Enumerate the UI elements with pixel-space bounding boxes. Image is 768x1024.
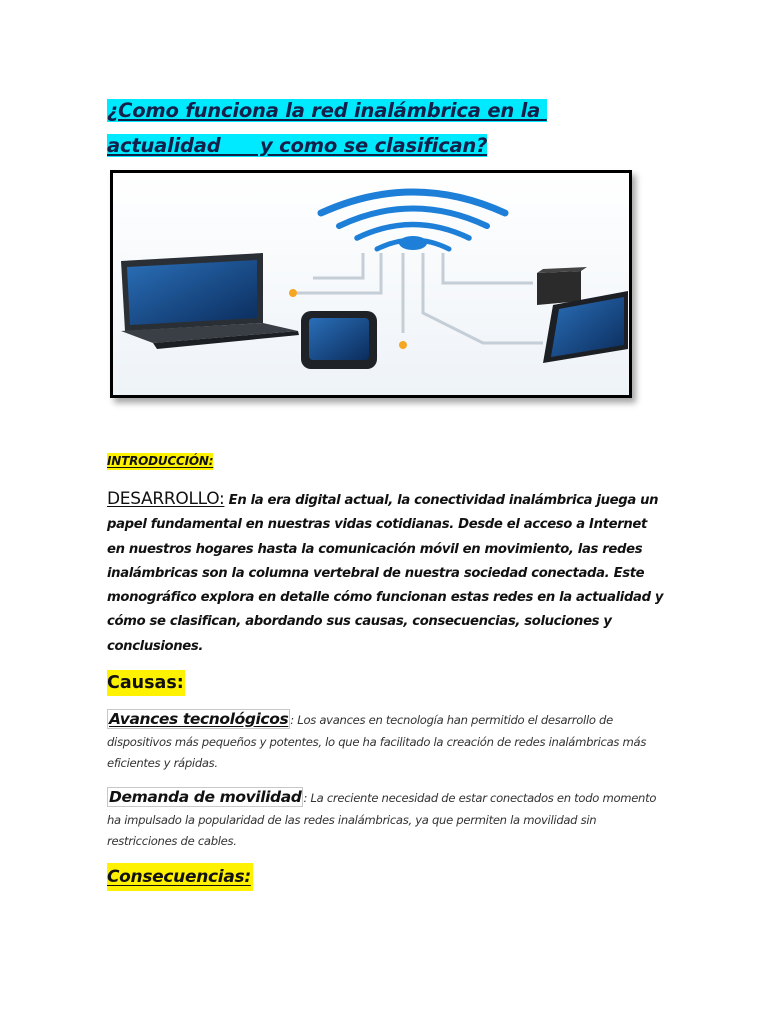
causa-term: Avances tecnológicos	[109, 710, 289, 728]
causa-term: Demanda de movilidad	[109, 788, 302, 806]
title-line-1: ¿Como funciona la red inalámbrica en la	[107, 99, 547, 122]
page-title	[107, 93, 577, 163]
desarrollo-label: DESARROLLO:	[107, 489, 225, 509]
smartphone-icon	[301, 311, 377, 369]
router-icon	[537, 267, 587, 305]
wifi-network-illustration	[110, 170, 632, 398]
title-line-2: actualidad y como se clasifican?	[107, 134, 488, 157]
causa-text: : La creciente necesidad de estar conectados en todo momento ha impulsado la popularidad de las redes inalámbricas, ya que permiten la movilidad sin restricciones de cables.	[107, 791, 657, 849]
consecuencias-heading: Consecuencias:	[107, 863, 253, 891]
title-line-1-wrap	[107, 99, 547, 122]
causa-item	[107, 787, 667, 853]
intro-heading: INTRODUCCIÓN:	[107, 454, 214, 468]
desarrollo-text: En la era digital actual, la conectividad inalámbrica juega un papel fundamental en nuestras vidas cotidianas. Desde el acceso a Internet en nuestros hogares hasta la comunicación móvil en movimiento, las redes inalámbricas son la columna vertebral de nuestra sociedad conectada. Este monográfico explora en detalle cómo funcionan estas redes en la actualidad y cómo se clasifican, abordando sus causas, consecuencias, soluciones y conclusiones.	[107, 493, 664, 654]
causa-text: : Los avances en tecnología han permitido el desarrollo de dispositivos más pequeños y potentes, lo que ha facilitado la creación de redes inalámbricas más eficientes y rápidas.	[107, 713, 647, 771]
causas-heading: Causas:	[107, 670, 185, 696]
desarrollo-paragraph	[107, 487, 667, 659]
wifi-network-devices-icon	[113, 173, 629, 395]
causa-item	[107, 709, 667, 775]
